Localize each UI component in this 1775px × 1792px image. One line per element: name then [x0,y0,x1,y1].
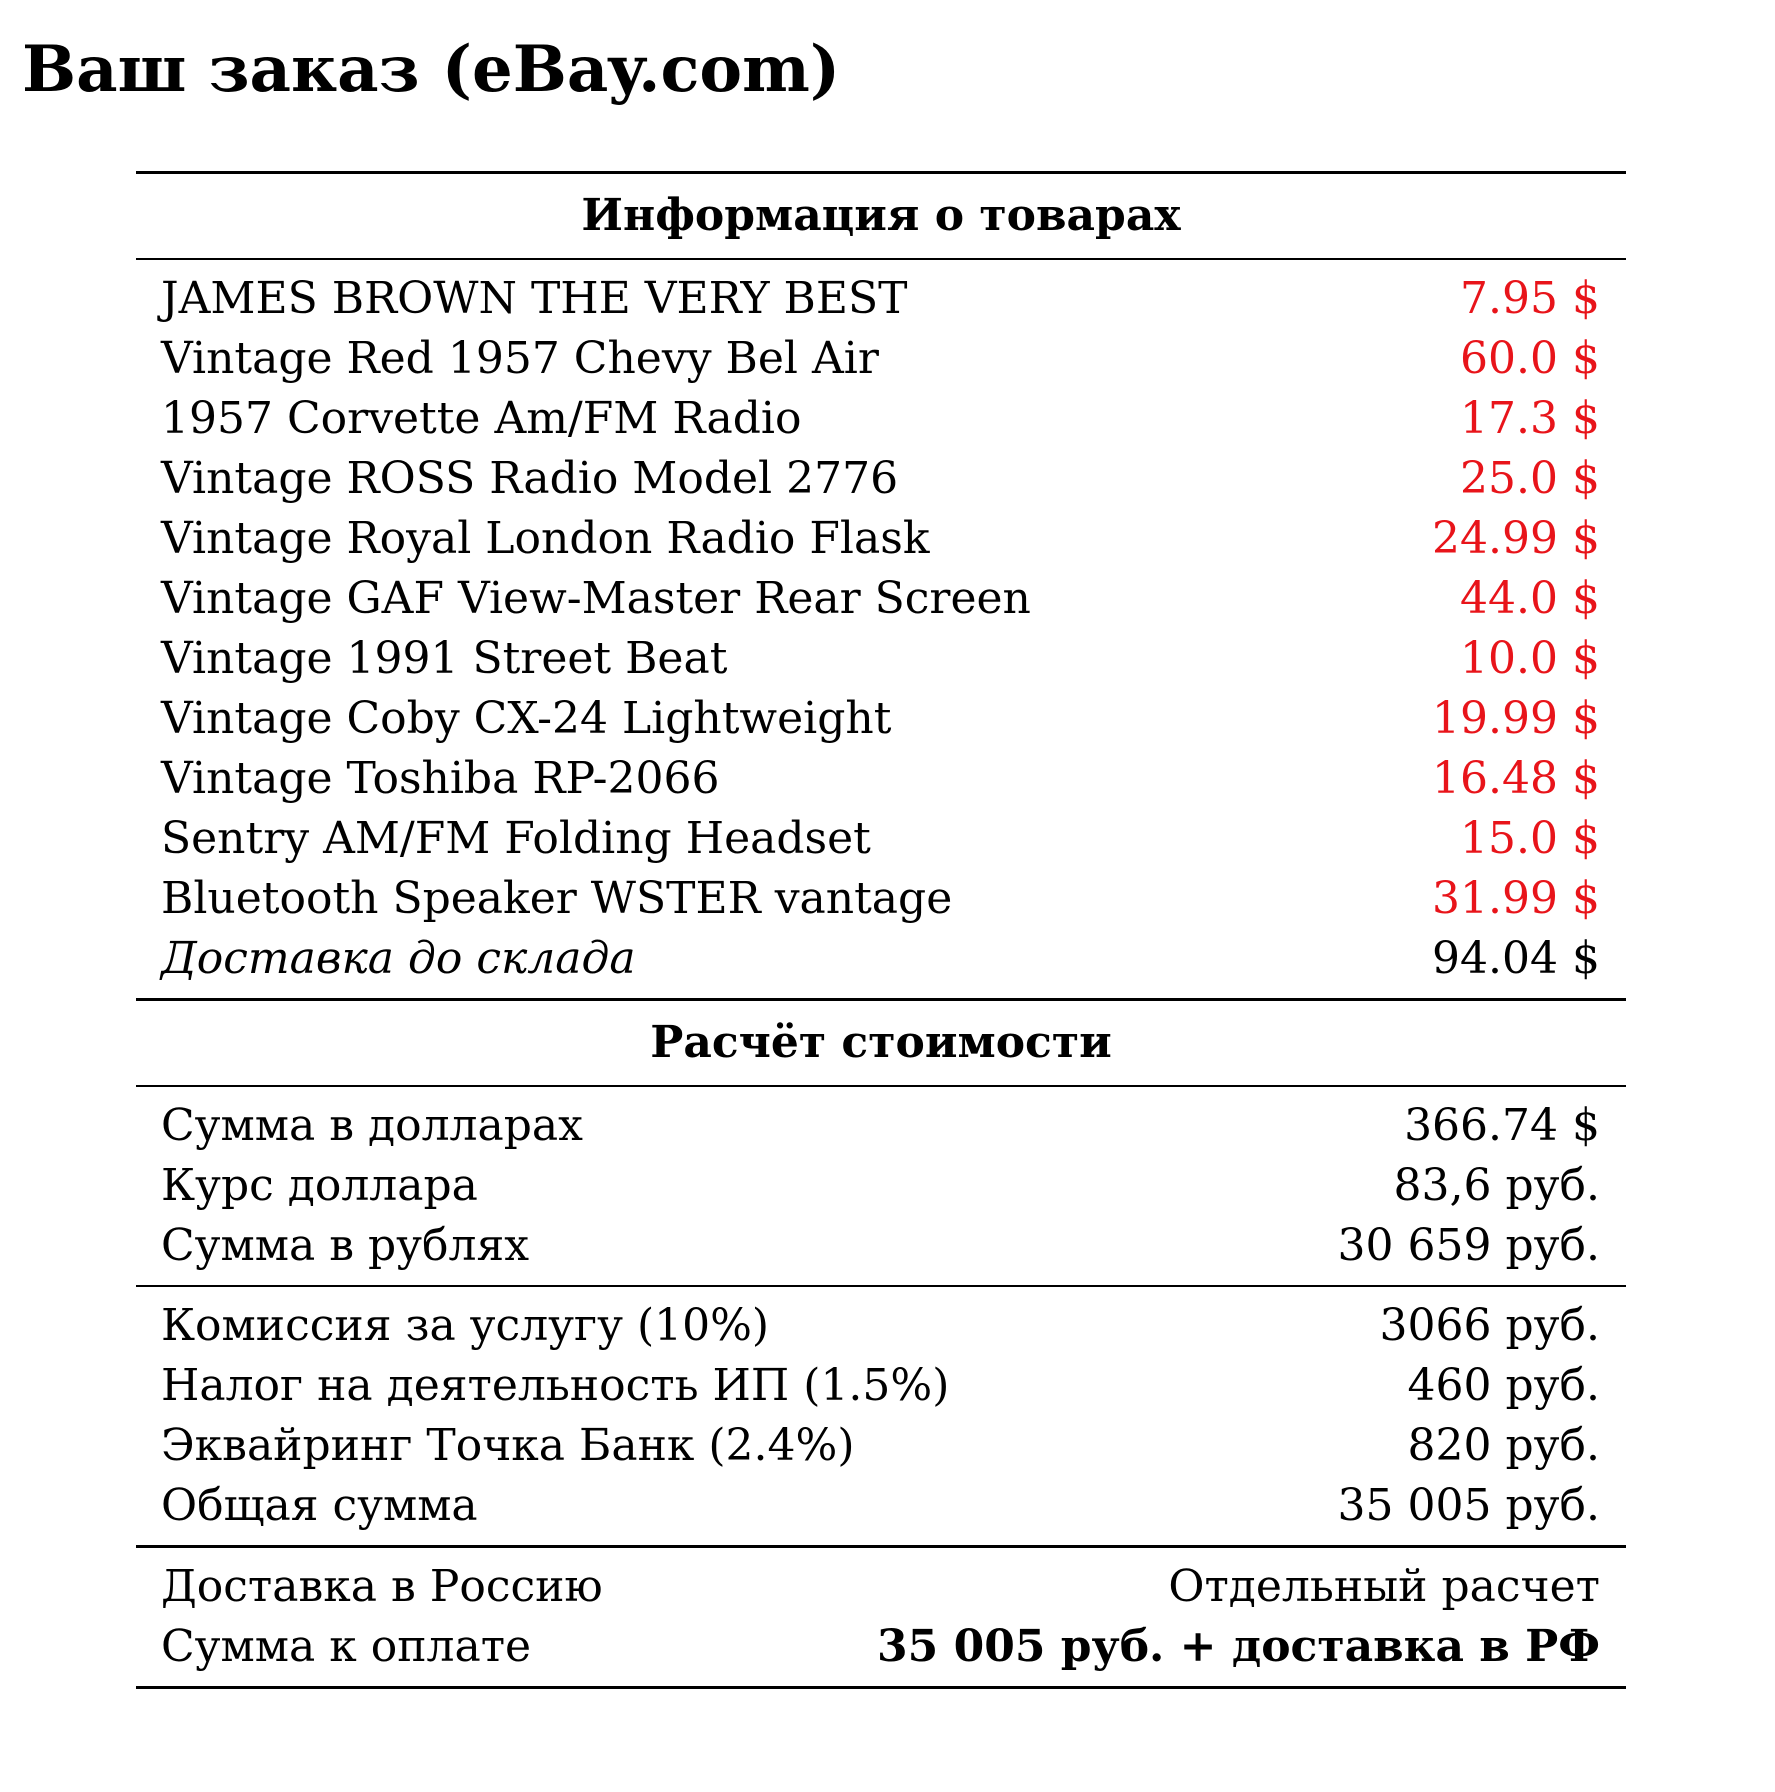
item-row [136,689,1626,749]
item-name: JAMES BROWN THE VERY BEST [161,273,908,324]
item-price: 31.99 $ [1432,873,1600,924]
items-section-title: Информация о товарах [581,190,1181,241]
item-name: Vintage Red 1957 Chevy Bel Air [161,333,879,384]
item-name: Vintage 1991 Street Beat [161,633,728,684]
conversion-value: 366.74 $ [1404,1100,1600,1151]
delivery-russia-row [136,1557,1626,1617]
item-name: Vintage Toshiba RP-2066 [161,753,720,804]
item-row [136,569,1626,629]
item-name: Sentry AM/FM Folding Headset [161,813,871,864]
item-row [136,629,1626,689]
fee-label: Налог на деятельность ИП (1.5%) [161,1360,950,1411]
conversion-row [136,1156,1626,1216]
conversion-value: 30 659 руб. [1337,1220,1600,1271]
warehouse-shipping-row [136,929,1626,989]
item-name: Vintage Royal London Radio Flask [161,513,930,564]
fee-row [136,1416,1626,1476]
total-value: 35 005 руб. [1337,1480,1600,1531]
fee-label: Комиссия за услугу (10%) [161,1300,770,1351]
final-list [136,1548,1626,1686]
item-name: Vintage Coby CX-24 Lightweight [161,693,892,744]
delivery-russia-label: Доставка в Россию [161,1561,603,1612]
item-price: 25.0 $ [1460,453,1600,504]
item-row [136,449,1626,509]
item-price: 60.0 $ [1460,333,1600,384]
item-name: Vintage ROSS Radio Model 2776 [161,453,899,504]
item-price: 19.99 $ [1432,693,1600,744]
table-bottom-rule [136,1686,1626,1689]
amount-due-value: 35 005 руб. + доставка в РФ [877,1621,1600,1672]
conversion-row [136,1216,1626,1276]
fee-value: 820 руб. [1407,1420,1600,1471]
amount-due-label: Сумма к оплате [161,1621,532,1672]
item-price: 24.99 $ [1432,513,1600,564]
item-price: 15.0 $ [1460,813,1600,864]
item-price: 44.0 $ [1460,573,1600,624]
item-row [136,389,1626,449]
conversion-value: 83,6 руб. [1393,1160,1600,1211]
warehouse-shipping-label: Доставка до склада [161,933,636,984]
conversion-label: Сумма в рублях [161,1220,530,1271]
order-table [136,171,1626,1689]
item-price: 17.3 $ [1460,393,1600,444]
item-row [136,809,1626,869]
warehouse-shipping-value: 94.04 $ [1432,933,1600,984]
item-name: Bluetooth Speaker WSTER vantage [161,873,953,924]
item-row [136,509,1626,569]
item-price: 7.95 $ [1460,273,1600,324]
item-price: 10.0 $ [1460,633,1600,684]
amount-due-row [136,1617,1626,1677]
conversion-row [136,1096,1626,1156]
item-row [136,749,1626,809]
item-name: Vintage GAF View-Master Rear Screen [161,573,1031,624]
conversion-label: Курс доллара [161,1160,478,1211]
calc-section-title: Расчёт стоимости [650,1017,1112,1068]
conversion-label: Сумма в долларах [161,1100,583,1151]
fee-value: 3066 руб. [1379,1300,1600,1351]
item-row [136,269,1626,329]
item-name: 1957 Corvette Am/FM Radio [161,393,802,444]
item-price: 16.48 $ [1432,753,1600,804]
fee-value: 460 руб. [1407,1360,1600,1411]
total-row [136,1476,1626,1536]
fee-label: Эквайринг Точка Банк (2.4%) [161,1420,855,1471]
fee-row [136,1356,1626,1416]
item-row [136,329,1626,389]
fees-list [136,1287,1626,1545]
total-label: Общая сумма [161,1480,478,1531]
delivery-russia-value: Отдельный расчет [1168,1561,1600,1612]
fee-row [136,1296,1626,1356]
item-row [136,869,1626,929]
items-list [136,260,1626,998]
conversion-list [136,1087,1626,1285]
page-title: Ваш заказ (eBay.com) [22,32,841,107]
